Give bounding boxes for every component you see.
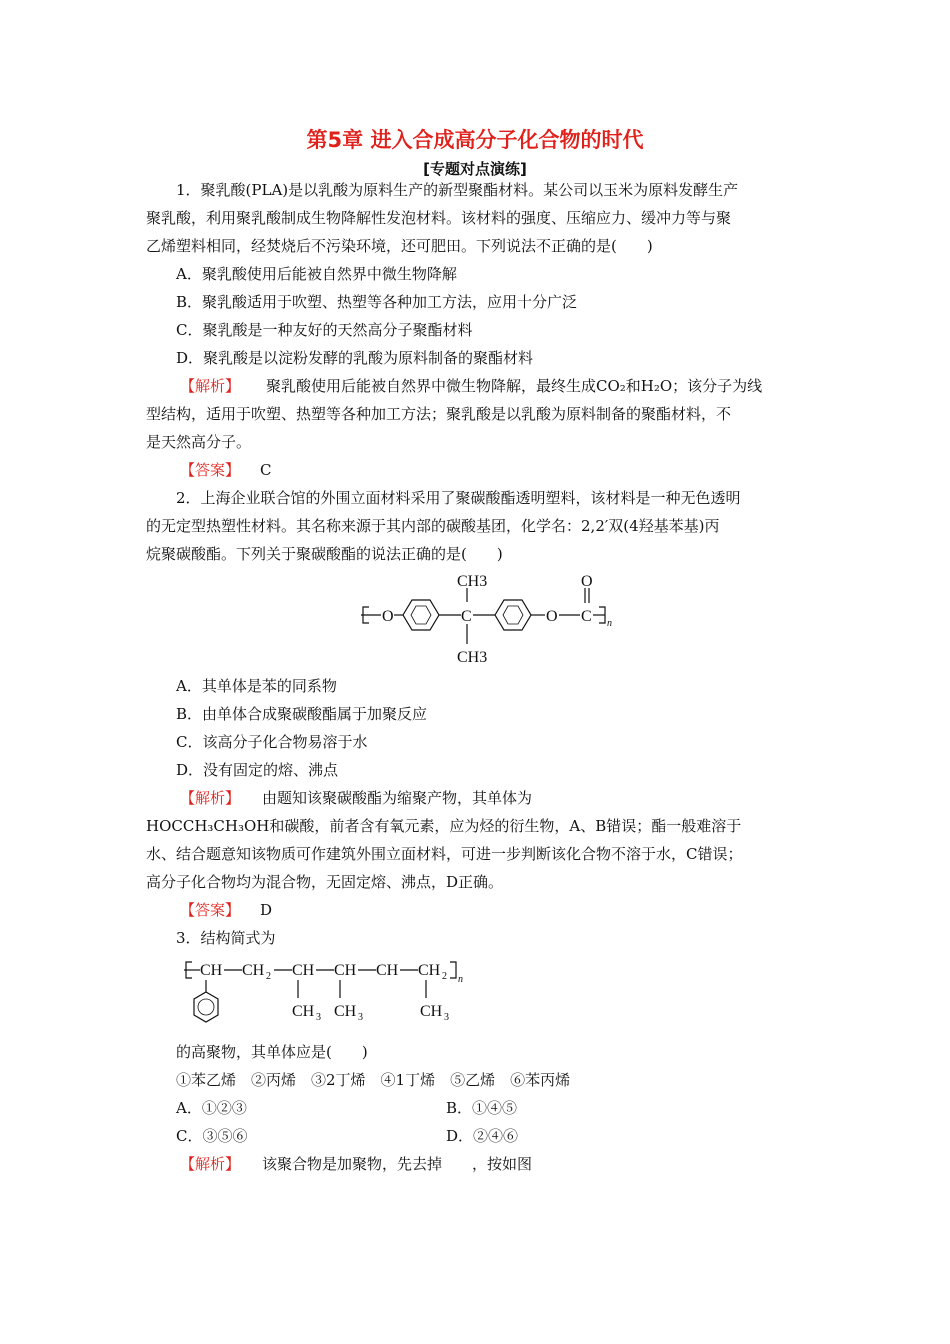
- c-carbonyl-label: C: [581, 608, 592, 625]
- chain-ch2-2-sub: 2: [442, 971, 447, 982]
- ch3-bottom-label: CH3: [457, 649, 488, 666]
- q2-answer-tag: 【答案】: [180, 901, 241, 919]
- q1-analysis-line: 是天然高分子。: [146, 433, 252, 451]
- q3-option: B．①④⑤: [446, 1099, 518, 1117]
- chain-ch-2: CH: [292, 962, 315, 979]
- q1-answer: C: [260, 461, 272, 479]
- chain-ch2-1: CH: [242, 962, 265, 979]
- repeat-n-label: n: [458, 974, 463, 985]
- q2-stem-line: 的无定型热塑性材料。其名称来源于其内部的碳酸基团，化学名：2,2′双(4羟基苯基)丙: [146, 517, 720, 535]
- methyl-3: CH: [420, 1003, 443, 1020]
- q2-analysis-line: 由题知该聚碳酸酯为缩聚产物，其单体为: [262, 789, 533, 807]
- chain-ch-1: CH: [200, 962, 223, 979]
- q3-question: 的高聚物，其单体应是( ): [176, 1043, 368, 1061]
- chain-ch-4: CH: [376, 962, 399, 979]
- q1-stem-line: 1．聚乳酸(PLA)是以乳酸为原料生产的新型聚酯材料。某公司以玉米为原料发酵生产: [176, 181, 739, 199]
- methyl-1-sub: 3: [316, 1012, 321, 1023]
- q3-analysis-line: 该聚合物是加聚物，先去掉 ，按如图: [262, 1155, 533, 1173]
- q1-answer-tag: 【答案】: [180, 461, 241, 479]
- methyl-2-sub: 3: [358, 1012, 363, 1023]
- chain-ch2-2: CH: [418, 962, 441, 979]
- o-right-label: O: [546, 608, 558, 625]
- q2-stem-line: 烷聚碳酸酯。下列关于聚碳酸酯的说法正确的是( ): [146, 545, 503, 563]
- q3-option: C．③⑤⑥: [176, 1127, 248, 1145]
- q1-option: A．聚乳酸使用后能被自然界中微生物降解: [176, 265, 457, 283]
- q2-option: C．该高分子化合物易溶于水: [176, 733, 368, 751]
- polymer-structure: [180, 952, 480, 1042]
- c-center-label: C: [461, 608, 472, 625]
- q3-choices: ①苯乙烯 ②丙烯 ③2丁烯 ④1丁烯 ⑤乙烯 ⑥苯丙烯: [176, 1071, 571, 1089]
- methyl-2: CH: [334, 1003, 357, 1020]
- ch3-top-label: CH3: [457, 573, 488, 590]
- repeat-n-label: n: [607, 618, 612, 629]
- q3-analysis-tag: 【解析】: [180, 1155, 241, 1173]
- q1-analysis-line: 聚乳酸使用后能被自然界中微生物降解，最终生成CO₂和H₂O；该分子为线: [266, 377, 763, 395]
- page-subtitle: [专题对点演练]: [423, 160, 527, 178]
- q2-answer: D: [260, 901, 273, 919]
- q3-option: D．②④⑥: [446, 1127, 519, 1145]
- q1-stem-line: 聚乳酸，利用聚乳酸制成生物降解性发泡材料。该材料的强度、压缩应力、缓冲力等与聚: [146, 209, 732, 227]
- methyl-3-sub: 3: [444, 1012, 449, 1023]
- q2-option: A．其单体是苯的同系物: [176, 677, 337, 695]
- q2-option: D．没有固定的熔、沸点: [176, 761, 339, 779]
- q1-analysis-line: 型结构，适用于吹塑、热塑等各种加工方法；聚乳酸是以乳酸为原料制备的聚酯材料，不: [146, 405, 732, 423]
- methyl-1: CH: [292, 1003, 315, 1020]
- q1-option: B．聚乳酸适用于吹塑、热塑等各种加工方法，应用十分广泛: [176, 293, 578, 311]
- chain-ch2-1-sub: 2: [266, 971, 271, 982]
- q2-analysis-line: 高分子化合物均为混合物，无固定熔、沸点，D正确。: [146, 873, 504, 891]
- q1-option: D．聚乳酸是以淀粉发酵的乳酸为原料制备的聚酯材料: [176, 349, 534, 367]
- o-double-label: O: [581, 573, 593, 590]
- q2-option: B．由单体合成聚碳酸酯属于加聚反应: [176, 705, 428, 723]
- page-title: 第5章 进入合成高分子化合物的时代: [306, 128, 644, 152]
- q2-analysis-line: 水、结合题意知该物质可作建筑外围立面材料，可进一步判断该化合物不溶于水，C错误；: [146, 845, 743, 863]
- chain-ch-3: CH: [334, 962, 357, 979]
- q3-option: A．①②③: [176, 1099, 247, 1117]
- q1-stem-line: 乙烯塑料相同，经焚烧后不污染环境，还可肥田。下列说法不正确的是( ): [146, 237, 653, 255]
- q2-stem-line: 2．上海企业联合馆的外围立面材料采用了聚碳酸酯透明塑料，该材料是一种无色透明: [176, 489, 741, 507]
- q3-stem: 3．结构简式为: [176, 929, 276, 947]
- q2-analysis-line: HOCCH₃CH₃OH和碳酸，前者含有氧元素，应为烃的衍生物，A、B错误；酯一般难溶于: [146, 817, 742, 835]
- o-left-label: O: [382, 608, 394, 625]
- q1-analysis-tag: 【解析】: [180, 377, 241, 395]
- q2-analysis-tag: 【解析】: [180, 789, 241, 807]
- q1-option: C．聚乳酸是一种友好的天然高分子聚酯材料: [176, 321, 473, 339]
- polycarbonate-structure: [355, 566, 625, 670]
